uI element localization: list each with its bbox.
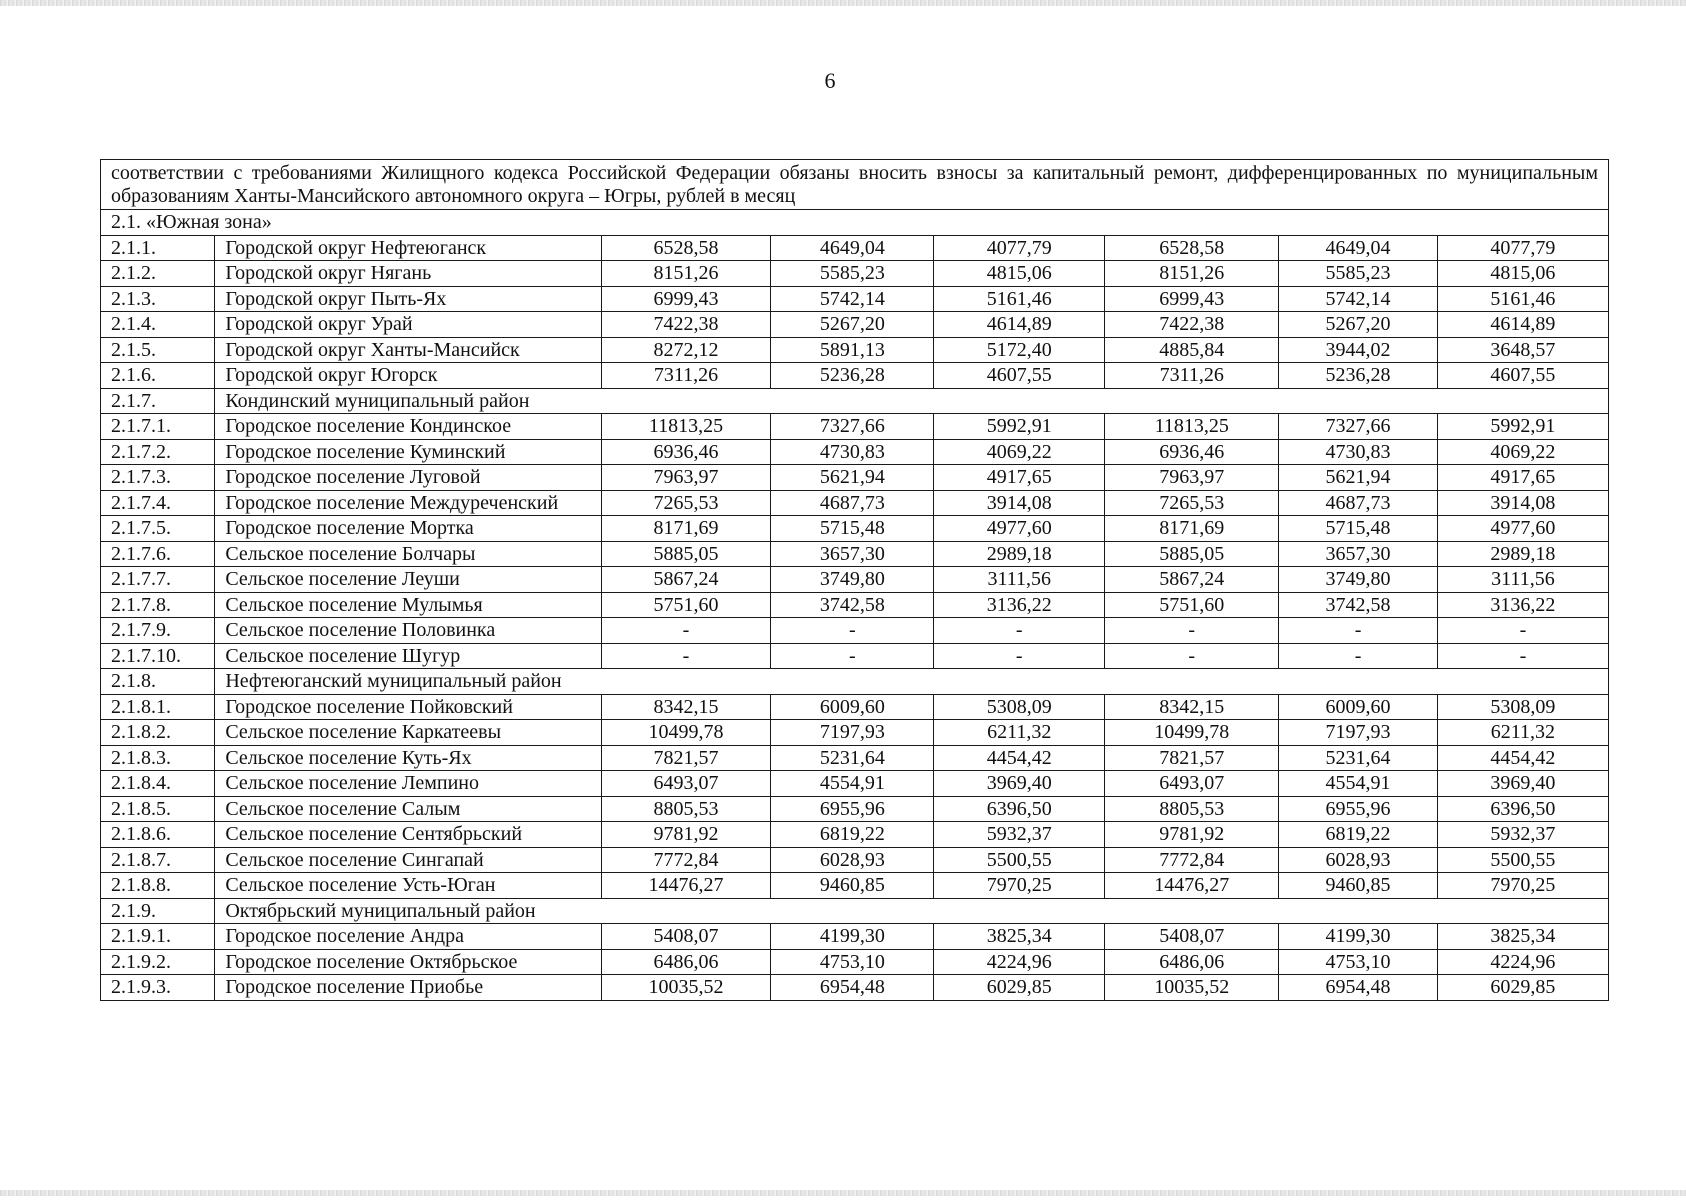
rate-value-col-2: 4687,73 — [771, 490, 934, 516]
table-row — [101, 312, 1609, 338]
municipality-name: Городское поселение Луговой — [215, 465, 601, 491]
municipality-name: Сельское поселение Каркатеевы — [215, 720, 601, 746]
table-row — [101, 490, 1609, 516]
row-code: 2.1.8.7. — [101, 847, 215, 873]
rate-value-col-6: 4977,60 — [1437, 516, 1608, 542]
tariff-table — [100, 159, 1609, 1001]
table-row — [101, 975, 1609, 1001]
rate-value-col-3: 6211,32 — [934, 720, 1105, 746]
municipality-name: Городской округ Югорск — [215, 363, 601, 389]
rate-value-col-1: - — [601, 643, 771, 669]
rate-value-col-4: 9781,92 — [1105, 822, 1279, 848]
municipality-name: Городское поселение Междуреченский — [215, 490, 601, 516]
rate-value-col-5: 6955,96 — [1279, 796, 1438, 822]
district-heading-row — [101, 669, 1609, 695]
municipality-name: Сельское поселение Мулымья — [215, 592, 601, 618]
rate-value-col-1: 8272,12 — [601, 337, 771, 363]
rate-value-col-5: 9460,85 — [1279, 873, 1438, 899]
table-row — [101, 465, 1609, 491]
municipality-name: Городской округ Нефтеюганск — [215, 235, 601, 261]
row-code: 2.1.1. — [101, 235, 215, 261]
table-row — [101, 363, 1609, 389]
row-code: 2.1.9.2. — [101, 949, 215, 975]
rate-value-col-3: 5932,37 — [934, 822, 1105, 848]
table-row — [101, 796, 1609, 822]
rate-value-col-6: 5500,55 — [1437, 847, 1608, 873]
rate-value-col-2: 4649,04 — [771, 235, 934, 261]
rate-value-col-6: 5308,09 — [1437, 694, 1608, 720]
rate-value-col-5: 6009,60 — [1279, 694, 1438, 720]
rate-value-col-1: 5885,05 — [601, 541, 771, 567]
rate-value-col-2: 5621,94 — [771, 465, 934, 491]
rate-value-col-6: 4454,42 — [1437, 745, 1608, 771]
rate-value-col-6: 3136,22 — [1437, 592, 1608, 618]
zone-row — [101, 210, 1609, 236]
rate-value-col-6: 4224,96 — [1437, 949, 1608, 975]
rate-value-col-1: 7821,57 — [601, 745, 771, 771]
rate-value-col-3: 3825,34 — [934, 924, 1105, 950]
rate-value-col-6: 3111,56 — [1437, 567, 1608, 593]
rate-value-col-6: 6211,32 — [1437, 720, 1608, 746]
rate-value-col-4: 14476,27 — [1105, 873, 1279, 899]
rate-value-col-3: 5308,09 — [934, 694, 1105, 720]
rate-value-col-1: 6493,07 — [601, 771, 771, 797]
rate-value-col-2: 6819,22 — [771, 822, 934, 848]
rate-value-col-3: 5500,55 — [934, 847, 1105, 873]
rate-value-col-5: 3749,80 — [1279, 567, 1438, 593]
rate-value-col-4: 8342,15 — [1105, 694, 1279, 720]
municipality-name: Городское поселение Кондинское — [215, 414, 601, 440]
table-row — [101, 516, 1609, 542]
rate-value-col-2: 5891,13 — [771, 337, 934, 363]
row-code: 2.1.8.4. — [101, 771, 215, 797]
rate-value-col-1: 8342,15 — [601, 694, 771, 720]
rate-value-col-4: 8171,69 — [1105, 516, 1279, 542]
rate-value-col-2: 6955,96 — [771, 796, 934, 822]
rate-value-col-5: - — [1279, 618, 1438, 644]
scan-edge-bottom — [0, 1190, 1686, 1196]
municipality-name: Сельское поселение Лемпино — [215, 771, 601, 797]
table-row — [101, 567, 1609, 593]
table-row — [101, 235, 1609, 261]
table-row — [101, 745, 1609, 771]
table-row — [101, 541, 1609, 567]
row-code: 2.1.7.8. — [101, 592, 215, 618]
rate-value-col-6: 3914,08 — [1437, 490, 1608, 516]
row-code: 2.1.7.4. — [101, 490, 215, 516]
municipality-name: Сельское поселение Салым — [215, 796, 601, 822]
rate-value-col-2: 9460,85 — [771, 873, 934, 899]
rate-value-col-4: 6999,43 — [1105, 286, 1279, 312]
table-row — [101, 592, 1609, 618]
rate-value-col-6: 6029,85 — [1437, 975, 1608, 1001]
rate-value-col-5: 5715,48 — [1279, 516, 1438, 542]
rate-value-col-4: 4885,84 — [1105, 337, 1279, 363]
row-code: 2.1.7.6. — [101, 541, 215, 567]
row-code: 2.1.8.3. — [101, 745, 215, 771]
rate-value-col-3: 5992,91 — [934, 414, 1105, 440]
table-row — [101, 643, 1609, 669]
rate-value-col-5: 4687,73 — [1279, 490, 1438, 516]
table-row — [101, 286, 1609, 312]
zone-heading: 2.1. «Южная зона» — [101, 210, 1609, 236]
municipality-name: Городское поселение Куминский — [215, 439, 601, 465]
municipality-name: Городское поселение Андра — [215, 924, 601, 950]
rate-value-col-5: 3742,58 — [1279, 592, 1438, 618]
rate-value-col-6: 3648,57 — [1437, 337, 1608, 363]
row-code: 2.1.7.5. — [101, 516, 215, 542]
rate-value-col-3: 4977,60 — [934, 516, 1105, 542]
rate-value-col-3: 3969,40 — [934, 771, 1105, 797]
rate-value-col-5: 6028,93 — [1279, 847, 1438, 873]
rate-value-col-5: 5585,23 — [1279, 261, 1438, 287]
rate-value-col-3: 6029,85 — [934, 975, 1105, 1001]
rate-value-col-4: 5408,07 — [1105, 924, 1279, 950]
rate-value-col-3: 5172,40 — [934, 337, 1105, 363]
municipality-name: Сельское поселение Леуши — [215, 567, 601, 593]
table-body — [101, 160, 1609, 1001]
caption-row — [101, 160, 1609, 210]
municipality-name: Городской округ Урай — [215, 312, 601, 338]
table-row — [101, 847, 1609, 873]
municipality-name: Городское поселение Приобье — [215, 975, 601, 1001]
row-code: 2.1.8.8. — [101, 873, 215, 899]
scan-edge-top — [0, 0, 1686, 6]
rate-value-col-4: 5751,60 — [1105, 592, 1279, 618]
rate-value-col-2: 7197,93 — [771, 720, 934, 746]
rate-value-col-6: 4917,65 — [1437, 465, 1608, 491]
municipality-name: Сельское поселение Сентябрьский — [215, 822, 601, 848]
rate-value-col-4: 5885,05 — [1105, 541, 1279, 567]
rate-value-col-3: 4454,42 — [934, 745, 1105, 771]
rate-value-col-6: 2989,18 — [1437, 541, 1608, 567]
rate-value-col-6: 5992,91 — [1437, 414, 1608, 440]
rate-value-col-3: 4614,89 — [934, 312, 1105, 338]
rate-value-col-5: 4199,30 — [1279, 924, 1438, 950]
rate-value-col-4: 11813,25 — [1105, 414, 1279, 440]
municipality-name: Сельское поселение Половинка — [215, 618, 601, 644]
row-code: 2.1.7.9. — [101, 618, 215, 644]
row-code: 2.1.9.1. — [101, 924, 215, 950]
rate-value-col-6: 4614,89 — [1437, 312, 1608, 338]
rate-value-col-1: 5867,24 — [601, 567, 771, 593]
rate-value-col-2: 4753,10 — [771, 949, 934, 975]
rate-value-col-5: 3944,02 — [1279, 337, 1438, 363]
rate-value-col-2: 5236,28 — [771, 363, 934, 389]
rate-value-col-3: - — [934, 643, 1105, 669]
table-row — [101, 949, 1609, 975]
rate-value-col-2: 6028,93 — [771, 847, 934, 873]
rate-value-col-6: 6396,50 — [1437, 796, 1608, 822]
rate-value-col-1: - — [601, 618, 771, 644]
rate-value-col-5: 6954,48 — [1279, 975, 1438, 1001]
row-code: 2.1.8.2. — [101, 720, 215, 746]
rate-value-col-2: 5231,64 — [771, 745, 934, 771]
row-code: 2.1.9.3. — [101, 975, 215, 1001]
row-code: 2.1.7.7. — [101, 567, 215, 593]
rate-value-col-4: 7772,84 — [1105, 847, 1279, 873]
row-code: 2.1.8. — [101, 669, 215, 695]
page-number: 6 — [824, 68, 836, 93]
table-row — [101, 439, 1609, 465]
municipality-name: Сельское поселение Сингапай — [215, 847, 601, 873]
rate-value-col-3: - — [934, 618, 1105, 644]
rate-value-col-1: 7963,97 — [601, 465, 771, 491]
rate-value-col-3: 6396,50 — [934, 796, 1105, 822]
rate-value-col-4: 7821,57 — [1105, 745, 1279, 771]
rate-value-col-4: 6528,58 — [1105, 235, 1279, 261]
municipality-name: Сельское поселение Усть-Юган — [215, 873, 601, 899]
rate-value-col-3: 4917,65 — [934, 465, 1105, 491]
district-heading-row — [101, 388, 1609, 414]
table-caption: соответствии с требованиями Жилищного кодекса Российской Федерации обязаны вносить взносы за капитальный ремонт, дифференцированных по муниципальным образованиям Ханты-Мансийского автономного округа – Югры, рублей в месяц — [101, 160, 1609, 210]
table-row — [101, 618, 1609, 644]
table-row — [101, 261, 1609, 287]
table-row — [101, 337, 1609, 363]
rate-value-col-2: 7327,66 — [771, 414, 934, 440]
rate-value-col-4: 7265,53 — [1105, 490, 1279, 516]
rate-value-col-3: 2989,18 — [934, 541, 1105, 567]
rate-value-col-2: 5267,20 — [771, 312, 934, 338]
district-name: Нефтеюганский муниципальный район — [215, 669, 1609, 695]
rate-value-col-1: 10499,78 — [601, 720, 771, 746]
row-code: 2.1.7.1. — [101, 414, 215, 440]
municipality-name: Городской округ Нягань — [215, 261, 601, 287]
rate-value-col-3: 4224,96 — [934, 949, 1105, 975]
rate-value-col-1: 6999,43 — [601, 286, 771, 312]
row-code: 2.1.6. — [101, 363, 215, 389]
rate-value-col-2: - — [771, 643, 934, 669]
rate-value-col-5: 5621,94 — [1279, 465, 1438, 491]
table-row — [101, 924, 1609, 950]
rate-value-col-4: 5867,24 — [1105, 567, 1279, 593]
rate-value-col-6: 4069,22 — [1437, 439, 1608, 465]
rate-value-col-3: 7970,25 — [934, 873, 1105, 899]
rate-value-col-4: 6486,06 — [1105, 949, 1279, 975]
rate-value-col-5: 3657,30 — [1279, 541, 1438, 567]
row-code: 2.1.7. — [101, 388, 215, 414]
rate-value-col-5: 7327,66 — [1279, 414, 1438, 440]
rate-value-col-2: 4199,30 — [771, 924, 934, 950]
rate-value-col-6: 5932,37 — [1437, 822, 1608, 848]
table-row — [101, 720, 1609, 746]
rate-value-col-4: 7311,26 — [1105, 363, 1279, 389]
rate-value-col-5: 4753,10 — [1279, 949, 1438, 975]
rate-value-col-1: 6528,58 — [601, 235, 771, 261]
rate-value-col-5: 5742,14 — [1279, 286, 1438, 312]
row-code: 2.1.7.10. — [101, 643, 215, 669]
rate-value-col-1: 7422,38 — [601, 312, 771, 338]
rate-value-col-1: 7772,84 — [601, 847, 771, 873]
rate-value-col-6: 7970,25 — [1437, 873, 1608, 899]
table-row — [101, 771, 1609, 797]
rate-value-col-1: 14476,27 — [601, 873, 771, 899]
table-row — [101, 694, 1609, 720]
row-code: 2.1.8.1. — [101, 694, 215, 720]
rate-value-col-2: 6954,48 — [771, 975, 934, 1001]
district-name: Октябрьский муниципальный район — [215, 898, 1609, 924]
rate-value-col-3: 4607,55 — [934, 363, 1105, 389]
row-code: 2.1.8.5. — [101, 796, 215, 822]
rate-value-col-3: 4815,06 — [934, 261, 1105, 287]
rate-value-col-4: 8805,53 — [1105, 796, 1279, 822]
rate-value-col-5: 4554,91 — [1279, 771, 1438, 797]
rate-value-col-1: 9781,92 — [601, 822, 771, 848]
rate-value-col-4: 10035,52 — [1105, 975, 1279, 1001]
district-name: Кондинский муниципальный район — [215, 388, 1609, 414]
rate-value-col-4: 10499,78 — [1105, 720, 1279, 746]
municipality-name: Городской округ Пыть-Ях — [215, 286, 601, 312]
row-code: 2.1.4. — [101, 312, 215, 338]
rate-value-col-6: 5161,46 — [1437, 286, 1608, 312]
row-code: 2.1.5. — [101, 337, 215, 363]
rate-value-col-1: 8805,53 — [601, 796, 771, 822]
rate-value-col-1: 5408,07 — [601, 924, 771, 950]
rate-value-col-3: 5161,46 — [934, 286, 1105, 312]
municipality-name: Городское поселение Пойковский — [215, 694, 601, 720]
rate-value-col-2: 3657,30 — [771, 541, 934, 567]
rate-value-col-2: 5742,14 — [771, 286, 934, 312]
rate-value-col-2: 4554,91 — [771, 771, 934, 797]
table-row — [101, 873, 1609, 899]
rate-value-col-6: 4607,55 — [1437, 363, 1608, 389]
rate-value-col-5: - — [1279, 643, 1438, 669]
rate-value-col-1: 11813,25 — [601, 414, 771, 440]
municipality-name: Городской округ Ханты-Мансийск — [215, 337, 601, 363]
rate-value-col-1: 8171,69 — [601, 516, 771, 542]
rate-value-col-4: 7963,97 — [1105, 465, 1279, 491]
row-code: 2.1.2. — [101, 261, 215, 287]
rate-value-col-5: 5236,28 — [1279, 363, 1438, 389]
municipality-name: Сельское поселение Куть-Ях — [215, 745, 601, 771]
rate-value-col-2: 6009,60 — [771, 694, 934, 720]
rate-value-col-5: 5267,20 — [1279, 312, 1438, 338]
rate-value-col-1: 6486,06 — [601, 949, 771, 975]
rate-value-col-2: - — [771, 618, 934, 644]
rate-value-col-6: 3969,40 — [1437, 771, 1608, 797]
rate-value-col-1: 7265,53 — [601, 490, 771, 516]
rate-value-col-1: 8151,26 — [601, 261, 771, 287]
rate-value-col-3: 3914,08 — [934, 490, 1105, 516]
rate-value-col-2: 5585,23 — [771, 261, 934, 287]
rate-value-col-3: 4069,22 — [934, 439, 1105, 465]
rate-value-col-4: 6936,46 — [1105, 439, 1279, 465]
rate-value-col-4: 8151,26 — [1105, 261, 1279, 287]
municipality-name: Сельское поселение Шугур — [215, 643, 601, 669]
rate-value-col-2: 3742,58 — [771, 592, 934, 618]
rate-value-col-5: 7197,93 — [1279, 720, 1438, 746]
row-code: 2.1.7.3. — [101, 465, 215, 491]
rate-value-col-6: 4077,79 — [1437, 235, 1608, 261]
row-code: 2.1.8.6. — [101, 822, 215, 848]
rate-value-col-1: 10035,52 — [601, 975, 771, 1001]
rate-value-col-5: 4730,83 — [1279, 439, 1438, 465]
rate-value-col-4: 7422,38 — [1105, 312, 1279, 338]
row-code: 2.1.9. — [101, 898, 215, 924]
rate-value-col-3: 3136,22 — [934, 592, 1105, 618]
row-code: 2.1.3. — [101, 286, 215, 312]
rate-value-col-1: 6936,46 — [601, 439, 771, 465]
rate-value-col-6: 3825,34 — [1437, 924, 1608, 950]
table-row — [101, 414, 1609, 440]
rate-value-col-1: 5751,60 — [601, 592, 771, 618]
rate-value-col-2: 4730,83 — [771, 439, 934, 465]
rate-value-col-2: 5715,48 — [771, 516, 934, 542]
rate-value-col-5: 6819,22 — [1279, 822, 1438, 848]
rate-value-col-4: 6493,07 — [1105, 771, 1279, 797]
table-row — [101, 822, 1609, 848]
rate-value-col-4: - — [1105, 618, 1279, 644]
rate-value-col-1: 7311,26 — [601, 363, 771, 389]
rate-value-col-3: 4077,79 — [934, 235, 1105, 261]
municipality-name: Городское поселение Октябрьское — [215, 949, 601, 975]
rate-value-col-6: - — [1437, 643, 1608, 669]
rate-value-col-6: - — [1437, 618, 1608, 644]
district-heading-row — [101, 898, 1609, 924]
rate-value-col-6: 4815,06 — [1437, 261, 1608, 287]
municipality-name: Городское поселение Мортка — [215, 516, 601, 542]
row-code: 2.1.7.2. — [101, 439, 215, 465]
rate-value-col-4: - — [1105, 643, 1279, 669]
rate-value-col-2: 3749,80 — [771, 567, 934, 593]
rate-value-col-5: 4649,04 — [1279, 235, 1438, 261]
rate-value-col-5: 5231,64 — [1279, 745, 1438, 771]
municipality-name: Сельское поселение Болчары — [215, 541, 601, 567]
rate-value-col-3: 3111,56 — [934, 567, 1105, 593]
